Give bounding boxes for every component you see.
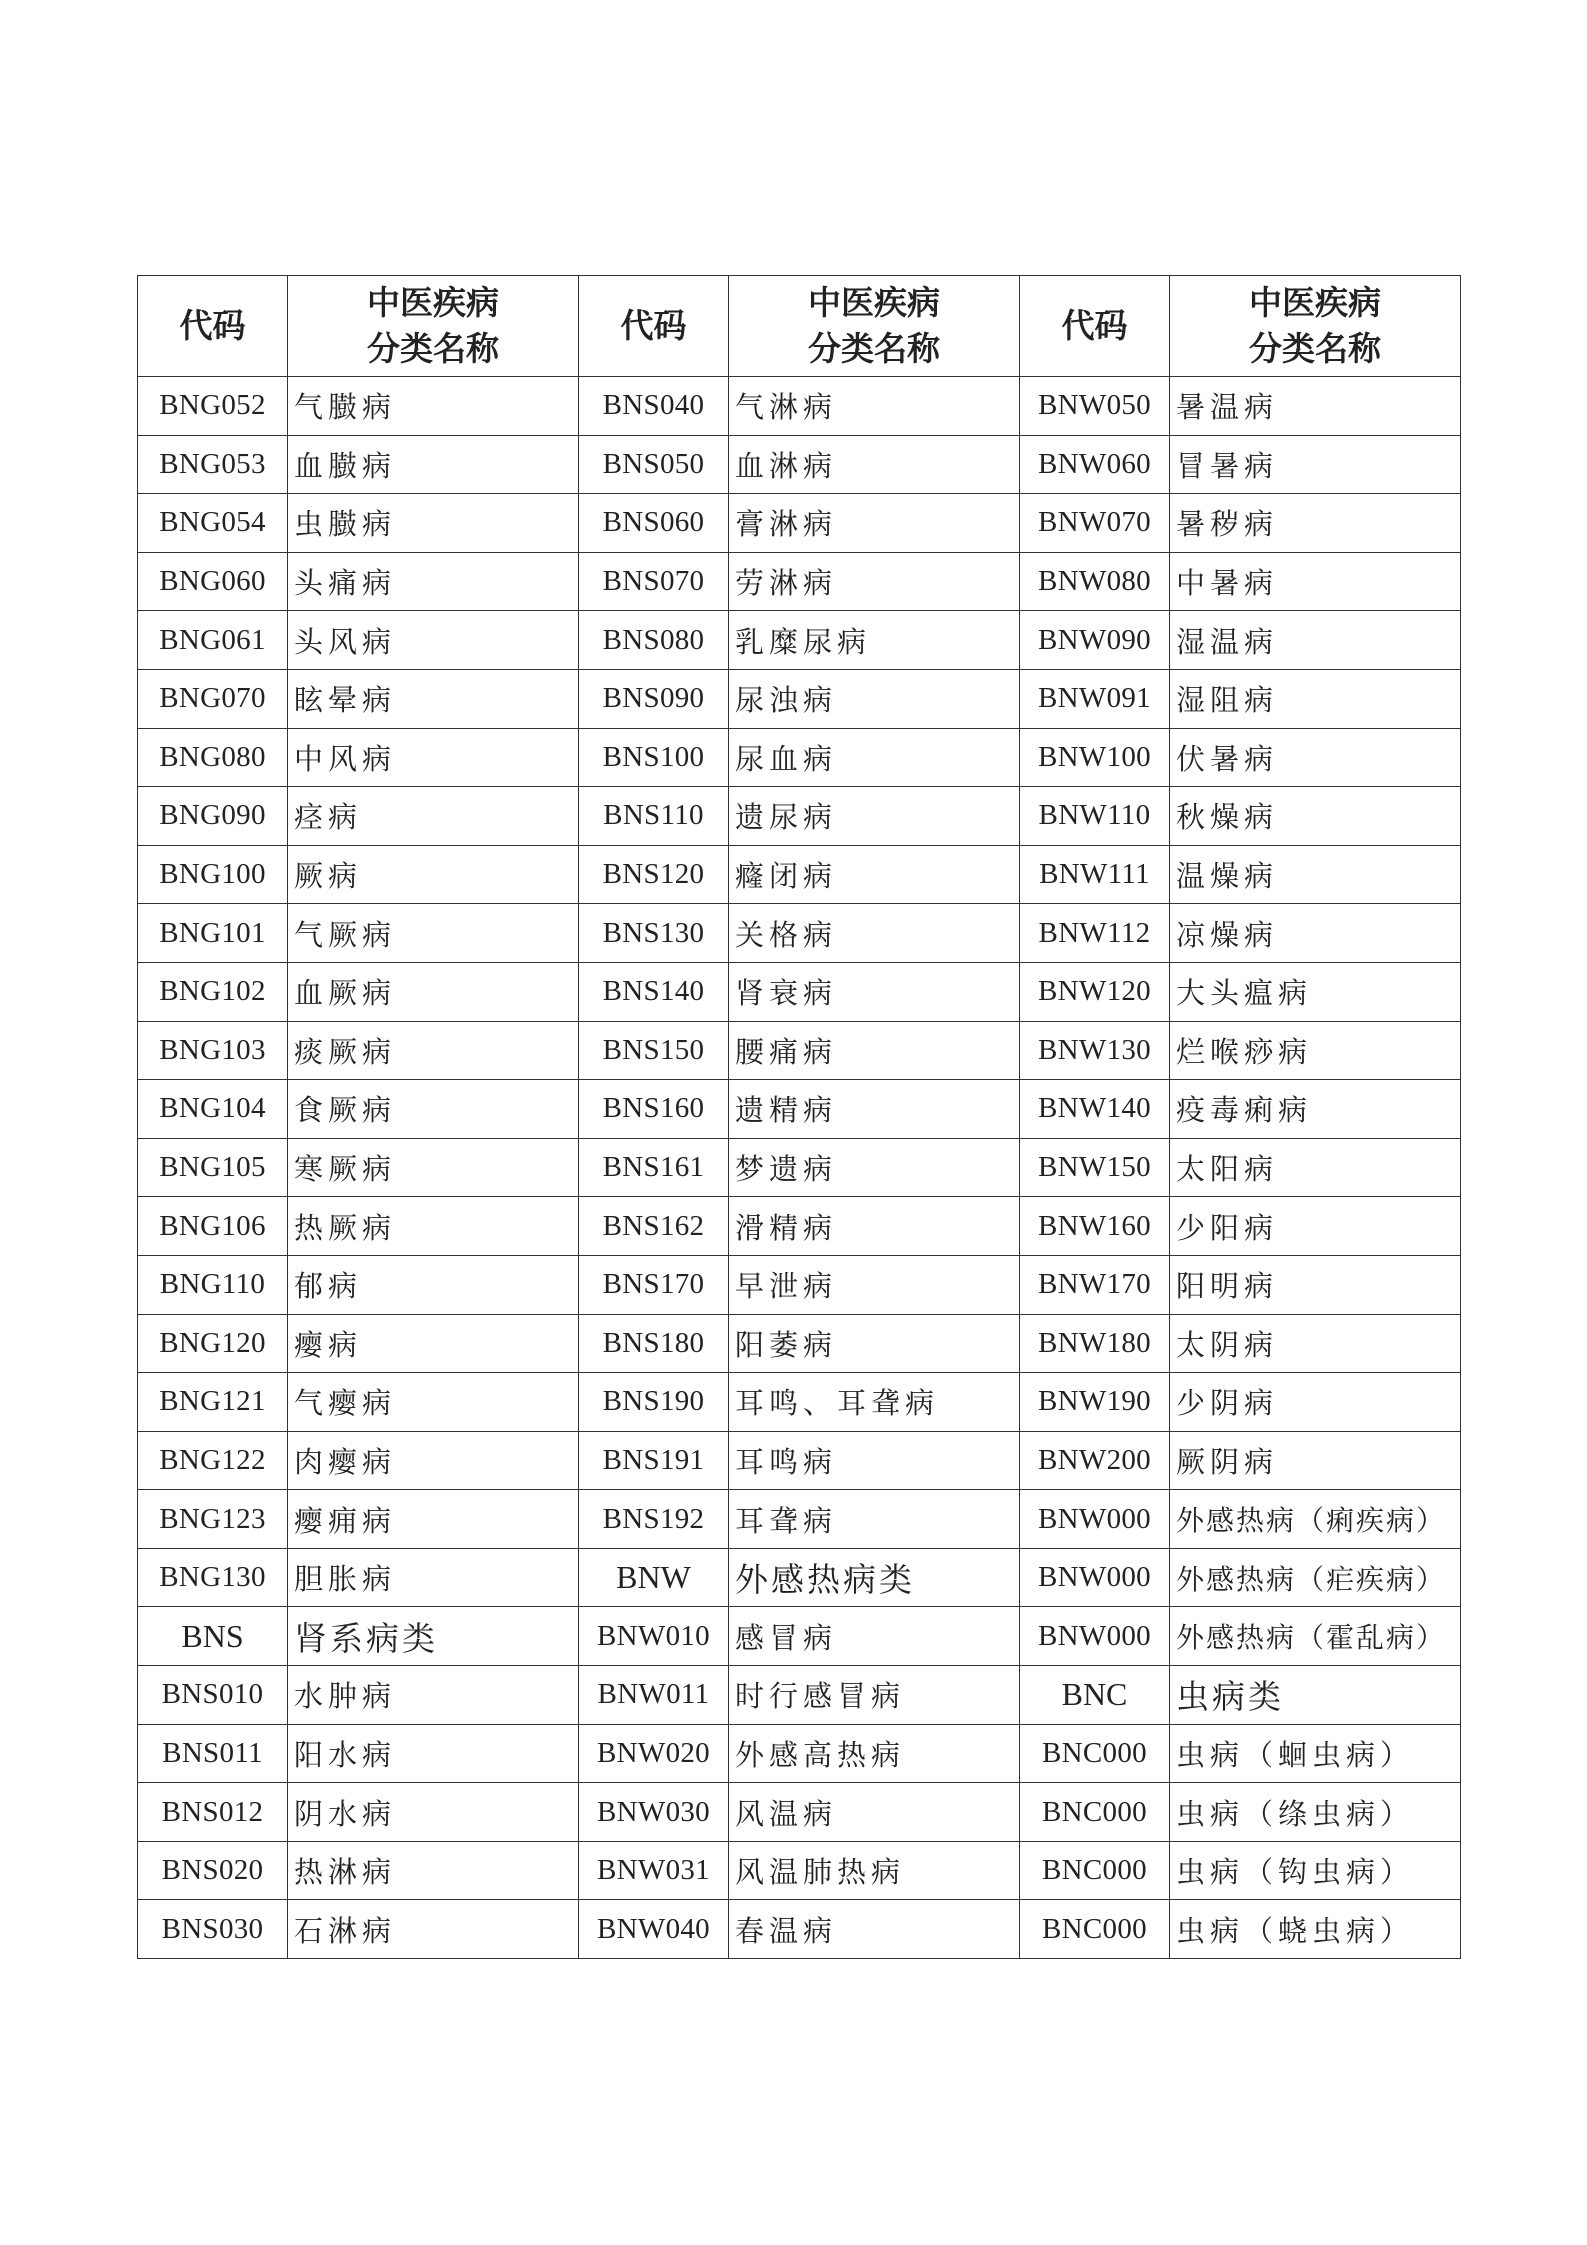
header-name-3 [1170,276,1461,377]
category-code-cell: BNS [138,1607,288,1666]
header-name-line2: 分类名称 [808,329,940,368]
name-cell: 中暑病 [1170,552,1461,611]
code-cell: BNS030 [138,1900,288,1959]
header-name-2 [729,276,1020,377]
name-cell: 胆胀病 [288,1548,579,1607]
code-cell: BNG120 [138,1314,288,1373]
table-row [138,904,1461,963]
name-cell: 热厥病 [288,1197,579,1256]
table-row [138,1724,1461,1783]
table-row [138,728,1461,787]
name-cell: 食厥病 [288,1080,579,1139]
name-cell: 厥病 [288,845,579,904]
code-cell: BNS160 [579,1080,729,1139]
code-cell: BNW190 [1020,1373,1170,1432]
table-header [138,276,1461,377]
table-row [138,1197,1461,1256]
name-cell: 滑精病 [729,1197,1020,1256]
name-cell: 中风病 [288,728,579,787]
name-cell: 阳水病 [288,1724,579,1783]
name-cell: 虫臌病 [288,494,579,553]
name-cell: 血厥病 [288,962,579,1021]
name-cell: 尿血病 [729,728,1020,787]
name-cell: 气臌病 [288,377,579,436]
table-row [138,1080,1461,1139]
name-cell: 外感高热病 [729,1724,1020,1783]
name-cell: 阴水病 [288,1783,579,1842]
code-cell: BNW040 [579,1900,729,1959]
code-cell: BNG061 [138,611,288,670]
code-cell: BNS161 [579,1138,729,1197]
code-cell: BNW112 [1020,904,1170,963]
code-cell: BNW050 [1020,377,1170,436]
name-cell: 阳明病 [1170,1255,1461,1314]
name-cell: 疫毒痢病 [1170,1080,1461,1139]
code-cell: BNW100 [1020,728,1170,787]
code-cell: BNG101 [138,904,288,963]
table-row [138,1900,1461,1959]
header-code-3: 代码 [1020,276,1170,377]
code-cell: BNC000 [1020,1841,1170,1900]
name-cell: 乳糜尿病 [729,611,1020,670]
name-cell: 虫病（钩虫病） [1170,1841,1461,1900]
code-cell: BNS020 [138,1841,288,1900]
table-row [138,1373,1461,1432]
name-cell: 少阴病 [1170,1373,1461,1432]
name-cell: 肉瘿病 [288,1431,579,1490]
name-cell: 时行感冒病 [729,1666,1020,1725]
code-cell: BNG053 [138,435,288,494]
name-cell: 烂喉痧病 [1170,1021,1461,1080]
code-cell: BNW150 [1020,1138,1170,1197]
name-cell: 血淋病 [729,435,1020,494]
code-cell: BNG060 [138,552,288,611]
code-cell: BNW060 [1020,435,1170,494]
code-cell: BNW120 [1020,962,1170,1021]
code-cell: BNW031 [579,1841,729,1900]
name-cell: 郁病 [288,1255,579,1314]
name-cell: 暑秽病 [1170,494,1461,553]
code-cell: BNS011 [138,1724,288,1783]
table-row [138,845,1461,904]
code-cell: BNW090 [1020,611,1170,670]
code-cell: BNS180 [579,1314,729,1373]
name-cell: 虫病（绦虫病） [1170,1783,1461,1842]
name-cell: 肾衰病 [729,962,1020,1021]
code-cell: BNG070 [138,669,288,728]
code-cell: BNW200 [1020,1431,1170,1490]
code-cell: BNW130 [1020,1021,1170,1080]
name-cell: 膏淋病 [729,494,1020,553]
name-cell: 关格病 [729,904,1020,963]
code-cell: BNS130 [579,904,729,963]
table-row [138,1607,1461,1666]
table-row [138,494,1461,553]
name-cell: 温燥病 [1170,845,1461,904]
name-cell: 遗精病 [729,1080,1020,1139]
code-cell: BNG122 [138,1431,288,1490]
code-cell: BNW020 [579,1724,729,1783]
code-cell: BNS192 [579,1490,729,1549]
category-code-cell: BNC [1020,1666,1170,1725]
code-cell: BNS012 [138,1783,288,1842]
name-cell: 虫病（蛔虫病） [1170,1724,1461,1783]
name-cell: 湿阻病 [1170,669,1461,728]
code-cell: BNS140 [579,962,729,1021]
code-cell: BNS060 [579,494,729,553]
code-cell: BNS100 [579,728,729,787]
table-row [138,611,1461,670]
header-code-1: 代码 [138,276,288,377]
code-cell: BNS191 [579,1431,729,1490]
table-row [138,669,1461,728]
code-cell: BNW070 [1020,494,1170,553]
name-cell: 瘿痈病 [288,1490,579,1549]
header-name-line2: 分类名称 [367,329,499,368]
name-cell: 气瘿病 [288,1373,579,1432]
name-cell: 气淋病 [729,377,1020,436]
table-row [138,1255,1461,1314]
name-cell: 感冒病 [729,1607,1020,1666]
code-cell: BNS070 [579,552,729,611]
name-cell: 早泄病 [729,1255,1020,1314]
code-cell: BNG104 [138,1080,288,1139]
table-row [138,1431,1461,1490]
code-cell: BNC000 [1020,1900,1170,1959]
table-row [138,552,1461,611]
code-cell: BNG123 [138,1490,288,1549]
name-cell: 太阴病 [1170,1314,1461,1373]
code-cell: BNG110 [138,1255,288,1314]
name-cell: 劳淋病 [729,552,1020,611]
code-cell: BNS190 [579,1373,729,1432]
name-cell: 痰厥病 [288,1021,579,1080]
name-cell: 瘿病 [288,1314,579,1373]
code-cell: BNW111 [1020,845,1170,904]
code-cell: BNW160 [1020,1197,1170,1256]
name-cell: 湿温病 [1170,611,1461,670]
code-cell: BNC000 [1020,1783,1170,1842]
code-cell: BNS050 [579,435,729,494]
table-row [138,962,1461,1021]
name-cell: 头风病 [288,611,579,670]
table-row [138,1666,1461,1725]
name-cell: 头痛病 [288,552,579,611]
name-cell: 癃闭病 [729,845,1020,904]
table-row [138,1138,1461,1197]
code-cell: BNG103 [138,1021,288,1080]
code-cell: BNW110 [1020,787,1170,846]
code-cell: BNG130 [138,1548,288,1607]
name-cell: 厥阴病 [1170,1431,1461,1490]
code-cell: BNG105 [138,1138,288,1197]
name-cell: 尿浊病 [729,669,1020,728]
name-cell: 寒厥病 [288,1138,579,1197]
code-cell: BNS040 [579,377,729,436]
code-cell: BNW010 [579,1607,729,1666]
category-name-cell: 虫病类 [1170,1666,1461,1725]
code-cell: BNW180 [1020,1314,1170,1373]
name-cell: 暑温病 [1170,377,1461,436]
code-cell: BNS120 [579,845,729,904]
header-row [138,276,1461,377]
name-cell: 耳鸣、耳聋病 [729,1373,1020,1432]
name-cell: 耳聋病 [729,1490,1020,1549]
name-cell: 阳萎病 [729,1314,1020,1373]
code-cell: BNS010 [138,1666,288,1725]
name-cell: 耳鸣病 [729,1431,1020,1490]
code-cell: BNW000 [1020,1490,1170,1549]
code-cell: BNC000 [1020,1724,1170,1783]
name-cell: 热淋病 [288,1841,579,1900]
code-cell: BNS170 [579,1255,729,1314]
name-cell: 虫病（蛲虫病） [1170,1900,1461,1959]
header-name-line1: 中医疾病 [367,283,499,322]
category-name-cell: 肾系病类 [288,1607,579,1666]
name-cell: 血臌病 [288,435,579,494]
code-cell: BNS080 [579,611,729,670]
name-cell: 春温病 [729,1900,1020,1959]
disease-classification-table [137,275,1461,1959]
table-row [138,1548,1461,1607]
code-cell: BNG102 [138,962,288,1021]
table-row [138,1314,1461,1373]
name-cell: 伏暑病 [1170,728,1461,787]
name-cell: 外感热病（疟疾病） [1170,1548,1461,1607]
table-row [138,1783,1461,1842]
table-row [138,1490,1461,1549]
name-cell: 凉燥病 [1170,904,1461,963]
code-cell: BNW080 [1020,552,1170,611]
name-cell: 大头瘟病 [1170,962,1461,1021]
code-cell: BNG090 [138,787,288,846]
code-cell: BNS150 [579,1021,729,1080]
name-cell: 眩晕病 [288,669,579,728]
header-name-line2: 分类名称 [1249,329,1381,368]
code-cell: BNG052 [138,377,288,436]
table-row [138,1841,1461,1900]
name-cell: 外感热病（霍乱病） [1170,1607,1461,1666]
name-cell: 外感热病（痢疾病） [1170,1490,1461,1549]
name-cell: 风温肺热病 [729,1841,1020,1900]
table-body [138,377,1461,1959]
name-cell: 太阳病 [1170,1138,1461,1197]
code-cell: BNS090 [579,669,729,728]
header-code-2: 代码 [579,276,729,377]
name-cell: 风温病 [729,1783,1020,1842]
code-cell: BNG106 [138,1197,288,1256]
table-row [138,435,1461,494]
name-cell: 痉病 [288,787,579,846]
name-cell: 腰痛病 [729,1021,1020,1080]
category-code-cell: BNW [579,1548,729,1607]
name-cell: 遗尿病 [729,787,1020,846]
table-row [138,787,1461,846]
code-cell: BNS110 [579,787,729,846]
code-cell: BNW170 [1020,1255,1170,1314]
code-cell: BNG054 [138,494,288,553]
name-cell: 梦遗病 [729,1138,1020,1197]
name-cell: 水肿病 [288,1666,579,1725]
header-name-line1: 中医疾病 [1249,283,1381,322]
code-cell: BNW000 [1020,1607,1170,1666]
code-cell: BNS162 [579,1197,729,1256]
name-cell: 石淋病 [288,1900,579,1959]
code-cell: BNG100 [138,845,288,904]
code-cell: BNW000 [1020,1548,1170,1607]
name-cell: 秋燥病 [1170,787,1461,846]
header-name-1 [288,276,579,377]
category-name-cell: 外感热病类 [729,1548,1020,1607]
name-cell: 少阳病 [1170,1197,1461,1256]
table-row [138,377,1461,436]
table-row [138,1021,1461,1080]
code-cell: BNG121 [138,1373,288,1432]
code-cell: BNW030 [579,1783,729,1842]
name-cell: 冒暑病 [1170,435,1461,494]
header-name-line1: 中医疾病 [808,283,940,322]
name-cell: 气厥病 [288,904,579,963]
code-cell: BNW011 [579,1666,729,1725]
code-cell: BNW140 [1020,1080,1170,1139]
code-cell: BNG080 [138,728,288,787]
code-cell: BNW091 [1020,669,1170,728]
